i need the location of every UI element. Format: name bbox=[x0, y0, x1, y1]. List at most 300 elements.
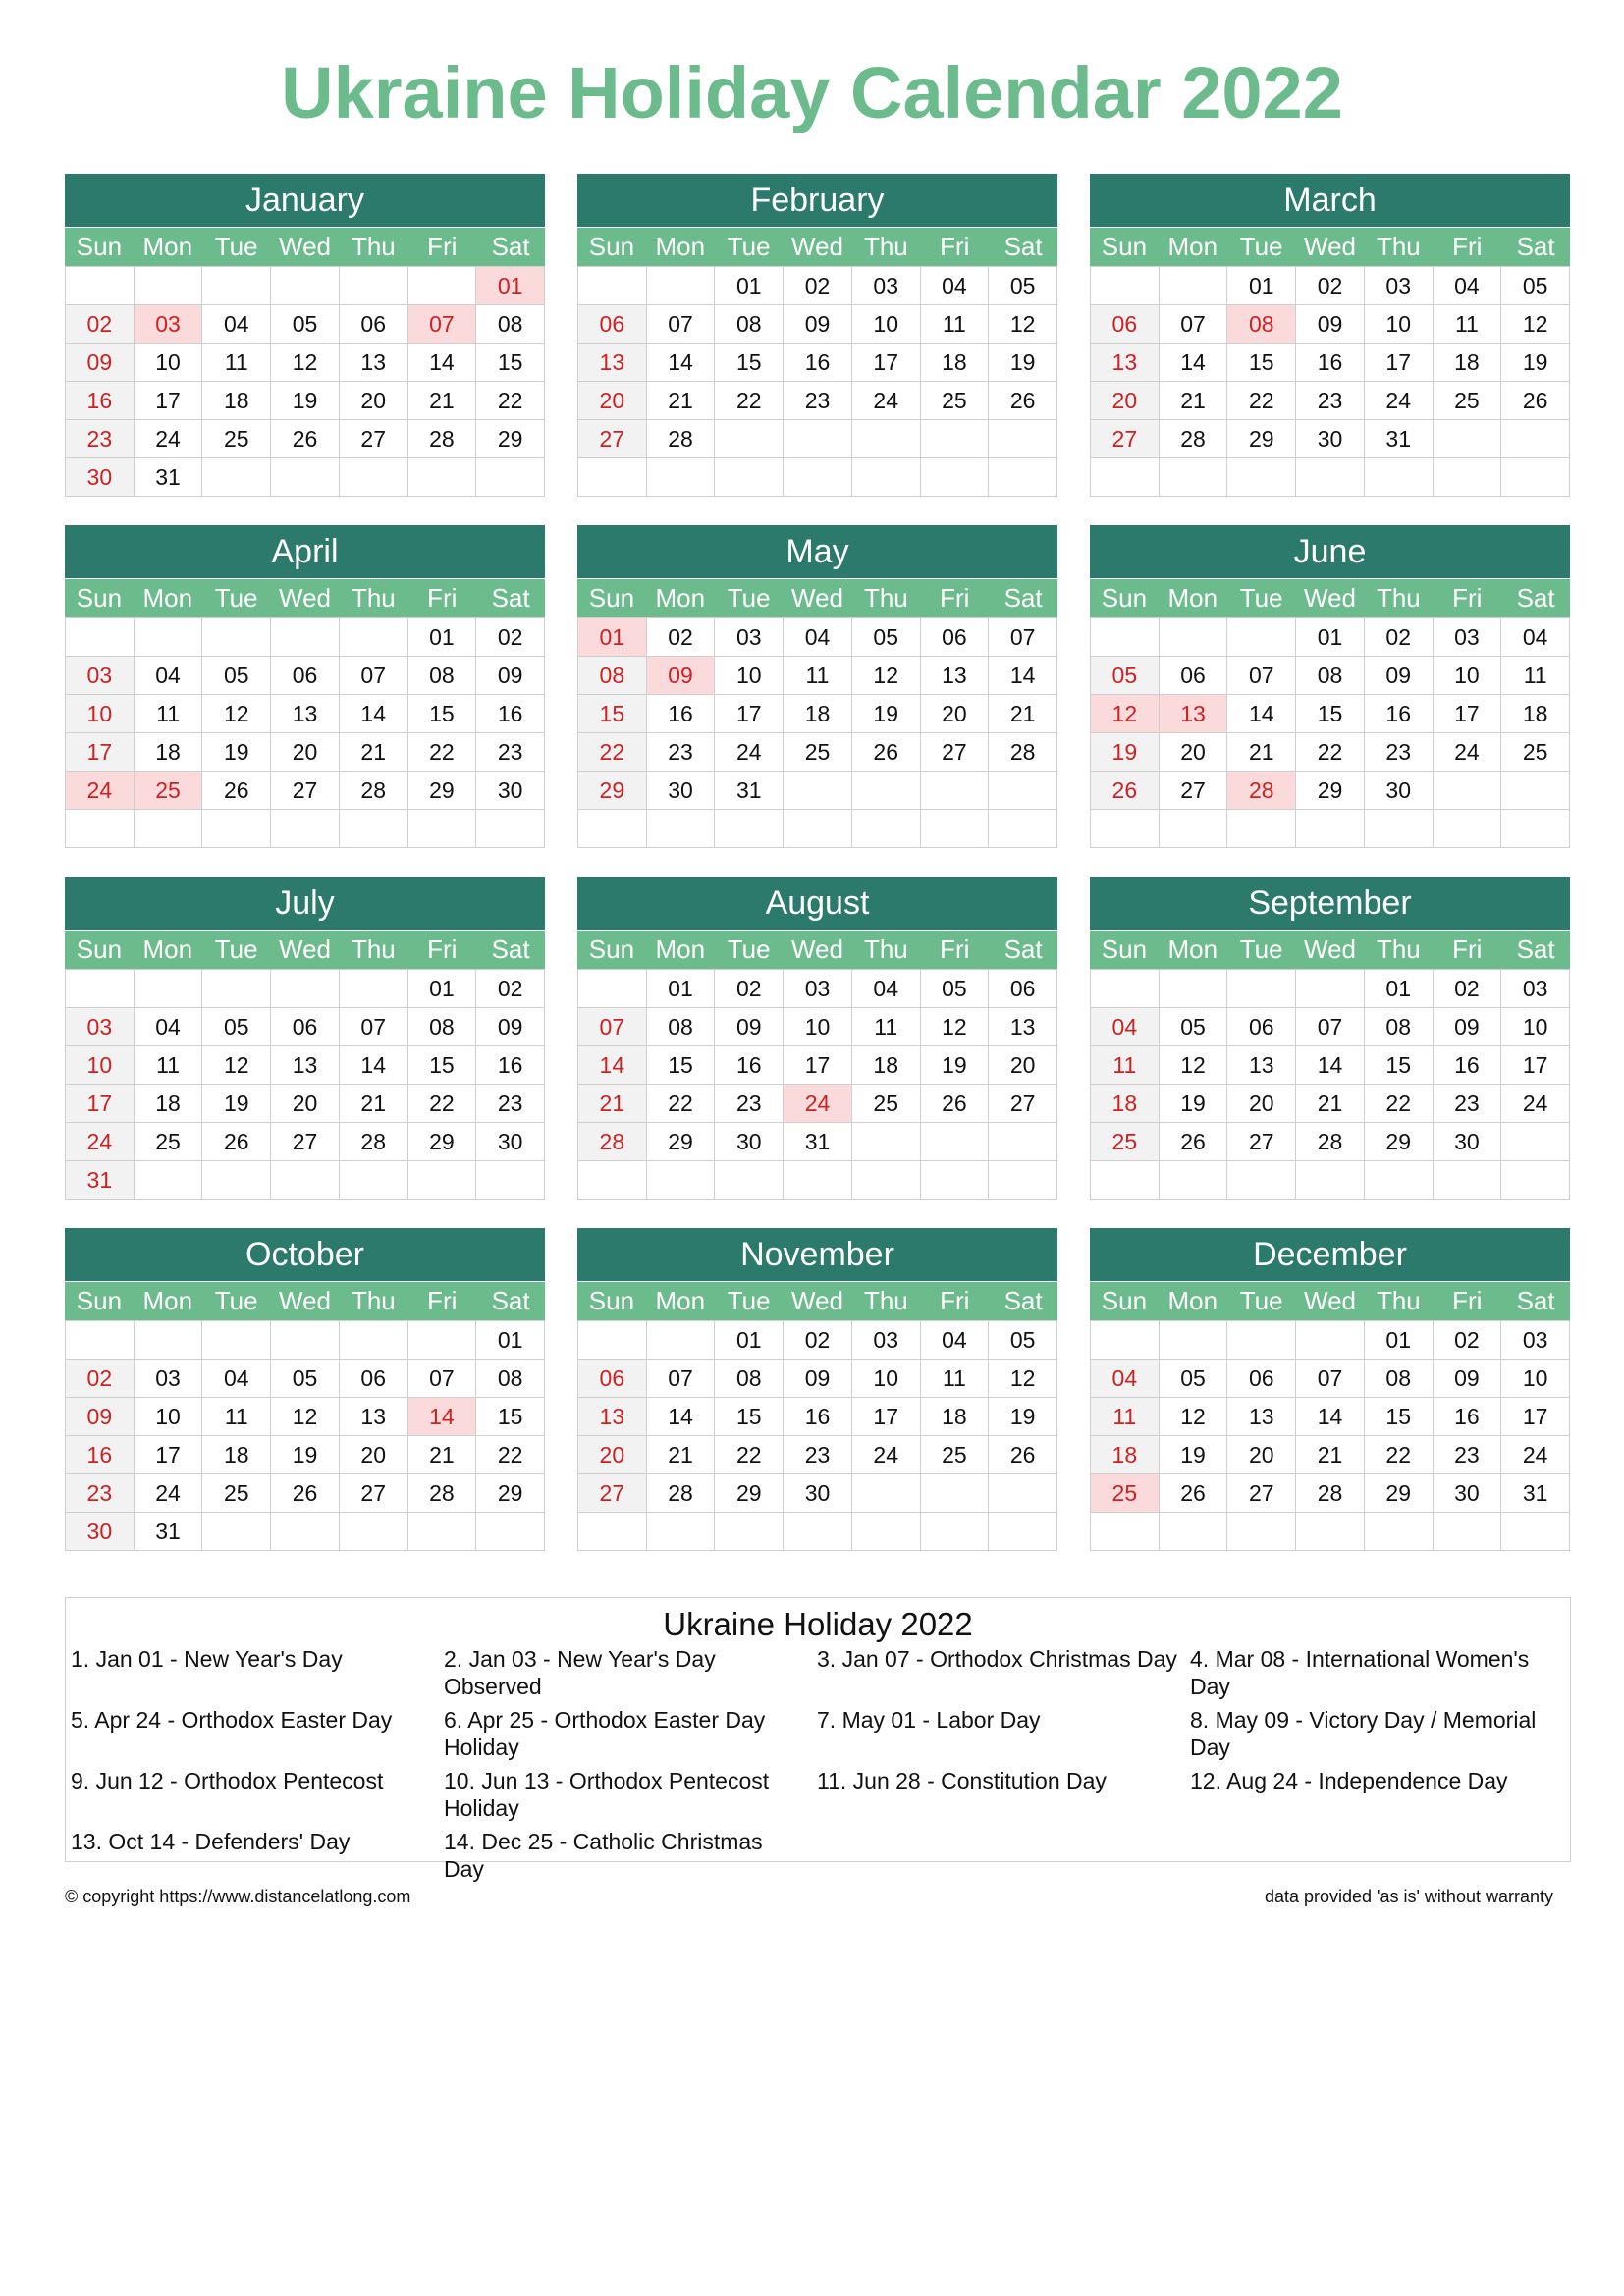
day-cell: 21 bbox=[340, 733, 408, 772]
day-cell: 11 bbox=[135, 695, 203, 733]
empty-day-cell bbox=[647, 458, 716, 497]
weekday-label: Tue bbox=[1227, 1282, 1296, 1320]
holiday-day-cell: 03 bbox=[135, 305, 203, 344]
day-cell: 03 bbox=[1365, 267, 1434, 305]
day-cell: 24 bbox=[715, 733, 784, 772]
day-cell: 15 bbox=[715, 1398, 784, 1436]
day-cell: 03 bbox=[135, 1360, 203, 1398]
day-cell: 13 bbox=[1227, 1398, 1296, 1436]
day-cell: 28 bbox=[1296, 1474, 1365, 1513]
holiday-item: 10. Jun 13 - Orthodox Pentecost Holiday bbox=[444, 1768, 770, 1821]
empty-day-cell bbox=[1501, 772, 1570, 810]
day-cell: 18 bbox=[921, 1398, 990, 1436]
empty-day-cell bbox=[921, 1123, 990, 1161]
day-cell: 11 bbox=[1434, 305, 1502, 344]
day-cell: 24 bbox=[1365, 382, 1434, 420]
day-cell: 30 bbox=[715, 1123, 784, 1161]
day-cell: 15 bbox=[578, 695, 647, 733]
holiday-list-title: Ukraine Holiday 2022 bbox=[663, 1606, 973, 1642]
day-cell: 14 bbox=[647, 1398, 716, 1436]
day-cell: 18 bbox=[1091, 1085, 1160, 1123]
holiday-item: 11. Jun 28 - Constitution Day bbox=[817, 1768, 1107, 1793]
weekday-label: Mon bbox=[134, 931, 202, 969]
day-cell: 08 bbox=[408, 1008, 477, 1046]
day-cell: 08 bbox=[715, 305, 784, 344]
day-grid bbox=[65, 1320, 545, 1551]
empty-day-cell bbox=[1227, 970, 1296, 1008]
month-header: December bbox=[1090, 1228, 1570, 1281]
day-cell: 15 bbox=[408, 1046, 477, 1085]
holiday-item: 8. May 09 - Victory Day / Memorial Day bbox=[1190, 1707, 1537, 1760]
empty-day-cell bbox=[1501, 1161, 1570, 1200]
empty-day-cell bbox=[66, 267, 135, 305]
day-cell: 23 bbox=[715, 1085, 784, 1123]
holiday-list-panel bbox=[65, 1597, 1571, 1882]
weekday-label: Sun bbox=[1090, 228, 1159, 266]
day-grid bbox=[1090, 969, 1570, 1200]
day-cell: 26 bbox=[989, 1436, 1057, 1474]
day-cell: 18 bbox=[1501, 695, 1570, 733]
empty-day-cell bbox=[852, 772, 921, 810]
day-cell: 30 bbox=[1365, 772, 1434, 810]
day-cell: 13 bbox=[1091, 344, 1160, 382]
day-cell: 09 bbox=[1365, 657, 1434, 695]
day-cell: 27 bbox=[1227, 1474, 1296, 1513]
day-cell: 30 bbox=[1434, 1123, 1502, 1161]
day-cell: 16 bbox=[1434, 1046, 1502, 1085]
weekday-label: Wed bbox=[271, 579, 340, 617]
weekday-label: Thu bbox=[851, 579, 920, 617]
day-cell: 11 bbox=[202, 344, 271, 382]
day-cell: 20 bbox=[1091, 382, 1160, 420]
empty-day-cell bbox=[921, 810, 990, 848]
weekday-header-row bbox=[1090, 1282, 1570, 1320]
day-cell: 21 bbox=[1160, 382, 1228, 420]
day-cell: 05 bbox=[1091, 657, 1160, 695]
empty-day-cell bbox=[921, 420, 990, 458]
day-cell: 10 bbox=[852, 305, 921, 344]
day-cell: 08 bbox=[647, 1008, 716, 1046]
month-december bbox=[1090, 1228, 1570, 1553]
day-cell: 24 bbox=[1434, 733, 1502, 772]
weekday-header-row bbox=[1090, 228, 1570, 266]
day-cell: 19 bbox=[271, 382, 340, 420]
weekday-header-row bbox=[577, 931, 1057, 969]
day-cell: 26 bbox=[852, 733, 921, 772]
holiday-day-cell: 07 bbox=[408, 305, 477, 344]
day-cell: 01 bbox=[1227, 267, 1296, 305]
holiday-item: 12. Aug 24 - Independence Day bbox=[1190, 1768, 1508, 1793]
day-cell: 01 bbox=[476, 1321, 545, 1360]
empty-day-cell bbox=[1501, 1123, 1570, 1161]
empty-day-cell bbox=[340, 267, 408, 305]
day-cell: 17 bbox=[66, 733, 135, 772]
empty-day-cell bbox=[271, 618, 340, 657]
empty-day-cell bbox=[476, 1513, 545, 1551]
day-cell: 27 bbox=[578, 1474, 647, 1513]
day-cell: 07 bbox=[1160, 305, 1228, 344]
weekday-label: Thu bbox=[851, 931, 920, 969]
day-cell: 26 bbox=[1091, 772, 1160, 810]
day-grid bbox=[1090, 1320, 1570, 1551]
day-cell: 14 bbox=[647, 344, 716, 382]
day-cell: 30 bbox=[66, 458, 135, 497]
weekday-label: Wed bbox=[784, 228, 852, 266]
day-cell: 02 bbox=[647, 618, 716, 657]
day-cell: 02 bbox=[1365, 618, 1434, 657]
day-grid bbox=[577, 617, 1057, 848]
day-cell: 18 bbox=[135, 733, 203, 772]
day-cell: 23 bbox=[784, 382, 852, 420]
day-cell: 01 bbox=[1365, 970, 1434, 1008]
empty-day-cell bbox=[476, 458, 545, 497]
month-header: May bbox=[577, 525, 1057, 578]
empty-day-cell bbox=[647, 267, 716, 305]
day-cell: 06 bbox=[989, 970, 1057, 1008]
day-cell: 14 bbox=[340, 695, 408, 733]
day-cell: 06 bbox=[1227, 1008, 1296, 1046]
day-cell: 21 bbox=[1227, 733, 1296, 772]
day-cell: 30 bbox=[1296, 420, 1365, 458]
holiday-item: 3. Jan 07 - Orthodox Christmas Day bbox=[817, 1646, 1177, 1672]
weekday-label: Wed bbox=[1296, 1282, 1365, 1320]
day-cell: 13 bbox=[578, 344, 647, 382]
empty-day-cell bbox=[921, 458, 990, 497]
weekday-label: Fri bbox=[407, 228, 476, 266]
day-cell: 18 bbox=[1434, 344, 1502, 382]
empty-day-cell bbox=[340, 970, 408, 1008]
empty-day-cell bbox=[1434, 420, 1502, 458]
holiday-day-cell: 25 bbox=[1091, 1474, 1160, 1513]
day-cell: 27 bbox=[1160, 772, 1228, 810]
month-header: November bbox=[577, 1228, 1057, 1281]
day-cell: 28 bbox=[1160, 420, 1228, 458]
weekday-label: Fri bbox=[920, 1282, 989, 1320]
holiday-item: 4. Mar 08 - International Women's Day bbox=[1190, 1646, 1530, 1699]
weekday-header-row bbox=[65, 1282, 545, 1320]
day-cell: 20 bbox=[1227, 1436, 1296, 1474]
day-cell: 07 bbox=[647, 1360, 716, 1398]
day-cell: 09 bbox=[715, 1008, 784, 1046]
weekday-label: Tue bbox=[715, 228, 784, 266]
weekday-header-row bbox=[1090, 579, 1570, 617]
month-header: October bbox=[65, 1228, 545, 1281]
day-cell: 16 bbox=[1296, 344, 1365, 382]
empty-day-cell bbox=[647, 1321, 716, 1360]
day-cell: 06 bbox=[578, 1360, 647, 1398]
empty-day-cell bbox=[202, 458, 271, 497]
empty-day-cell bbox=[202, 970, 271, 1008]
empty-day-cell bbox=[1296, 1321, 1365, 1360]
day-cell: 16 bbox=[66, 1436, 135, 1474]
day-cell: 02 bbox=[66, 305, 135, 344]
day-cell: 20 bbox=[1227, 1085, 1296, 1123]
copyright-text: © copyright https://www.distancelatlong.com bbox=[65, 1887, 411, 1906]
day-cell: 19 bbox=[989, 1398, 1057, 1436]
day-cell: 06 bbox=[271, 1008, 340, 1046]
weekday-label: Sun bbox=[577, 1282, 646, 1320]
empty-day-cell bbox=[784, 420, 852, 458]
day-cell: 22 bbox=[1365, 1085, 1434, 1123]
day-cell: 29 bbox=[1296, 772, 1365, 810]
weekday-label: Sat bbox=[989, 931, 1057, 969]
day-cell: 17 bbox=[135, 1436, 203, 1474]
month-header: March bbox=[1090, 174, 1570, 227]
empty-day-cell bbox=[715, 1513, 784, 1551]
day-cell: 21 bbox=[989, 695, 1057, 733]
weekday-label: Mon bbox=[646, 931, 715, 969]
month-august bbox=[577, 877, 1057, 1201]
day-cell: 15 bbox=[1365, 1398, 1434, 1436]
day-cell: 20 bbox=[340, 382, 408, 420]
day-cell: 01 bbox=[1365, 1321, 1434, 1360]
day-grid bbox=[577, 266, 1057, 497]
empty-day-cell bbox=[852, 1513, 921, 1551]
day-cell: 28 bbox=[647, 1474, 716, 1513]
day-cell: 22 bbox=[408, 1085, 477, 1123]
weekday-label: Sun bbox=[65, 1282, 134, 1320]
day-cell: 08 bbox=[476, 1360, 545, 1398]
empty-day-cell bbox=[715, 458, 784, 497]
day-cell: 25 bbox=[1091, 1123, 1160, 1161]
day-cell: 22 bbox=[1365, 1436, 1434, 1474]
day-cell: 11 bbox=[1091, 1398, 1160, 1436]
day-cell: 16 bbox=[784, 344, 852, 382]
weekday-label: Sat bbox=[1501, 1282, 1570, 1320]
day-cell: 28 bbox=[1296, 1123, 1365, 1161]
day-cell: 27 bbox=[271, 772, 340, 810]
empty-day-cell bbox=[271, 267, 340, 305]
empty-day-cell bbox=[921, 1474, 990, 1513]
day-cell: 09 bbox=[1296, 305, 1365, 344]
month-header: February bbox=[577, 174, 1057, 227]
empty-day-cell bbox=[784, 772, 852, 810]
day-cell: 01 bbox=[408, 618, 477, 657]
day-cell: 17 bbox=[135, 382, 203, 420]
day-cell: 24 bbox=[66, 1123, 135, 1161]
empty-day-cell bbox=[1501, 458, 1570, 497]
weekday-label: Sun bbox=[65, 931, 134, 969]
day-cell: 12 bbox=[989, 1360, 1057, 1398]
weekday-label: Sun bbox=[1090, 579, 1159, 617]
day-cell: 14 bbox=[1296, 1046, 1365, 1085]
day-cell: 19 bbox=[1160, 1436, 1228, 1474]
day-cell: 26 bbox=[271, 420, 340, 458]
weekday-label: Tue bbox=[715, 579, 784, 617]
empty-day-cell bbox=[1434, 1513, 1502, 1551]
day-cell: 02 bbox=[1434, 1321, 1502, 1360]
empty-day-cell bbox=[1160, 458, 1228, 497]
empty-day-cell bbox=[202, 1513, 271, 1551]
empty-day-cell bbox=[135, 1321, 203, 1360]
empty-day-cell bbox=[1365, 810, 1434, 848]
month-may bbox=[577, 525, 1057, 850]
empty-day-cell bbox=[989, 420, 1057, 458]
empty-day-cell bbox=[989, 1474, 1057, 1513]
day-cell: 02 bbox=[784, 267, 852, 305]
day-cell: 08 bbox=[476, 305, 545, 344]
month-march bbox=[1090, 174, 1570, 499]
empty-day-cell bbox=[1091, 810, 1160, 848]
weekday-label: Mon bbox=[134, 1282, 202, 1320]
day-cell: 03 bbox=[66, 1008, 135, 1046]
day-cell: 21 bbox=[647, 1436, 716, 1474]
day-cell: 01 bbox=[715, 267, 784, 305]
day-cell: 11 bbox=[202, 1398, 271, 1436]
day-cell: 02 bbox=[1434, 970, 1502, 1008]
day-cell: 02 bbox=[476, 618, 545, 657]
day-cell: 13 bbox=[989, 1008, 1057, 1046]
empty-day-cell bbox=[66, 810, 135, 848]
day-cell: 30 bbox=[784, 1474, 852, 1513]
holiday-list bbox=[66, 1642, 1570, 1883]
empty-day-cell bbox=[852, 458, 921, 497]
empty-day-cell bbox=[66, 970, 135, 1008]
day-cell: 17 bbox=[715, 695, 784, 733]
weekday-label: Fri bbox=[407, 1282, 476, 1320]
empty-day-cell bbox=[1365, 458, 1434, 497]
day-cell: 11 bbox=[921, 305, 990, 344]
day-cell: 20 bbox=[1160, 733, 1228, 772]
day-cell: 02 bbox=[784, 1321, 852, 1360]
weekday-label: Mon bbox=[1159, 228, 1227, 266]
day-cell: 10 bbox=[66, 695, 135, 733]
day-cell: 28 bbox=[408, 420, 477, 458]
day-cell: 30 bbox=[1434, 1474, 1502, 1513]
holiday-day-cell: 12 bbox=[1091, 695, 1160, 733]
day-cell: 30 bbox=[476, 772, 545, 810]
day-cell: 10 bbox=[715, 657, 784, 695]
day-cell: 26 bbox=[202, 772, 271, 810]
day-cell: 04 bbox=[852, 970, 921, 1008]
weekday-label: Sat bbox=[1501, 228, 1570, 266]
empty-day-cell bbox=[1227, 458, 1296, 497]
day-cell: 05 bbox=[921, 970, 990, 1008]
day-cell: 12 bbox=[852, 657, 921, 695]
weekday-label: Sat bbox=[476, 228, 545, 266]
weekday-label: Fri bbox=[1433, 228, 1501, 266]
day-cell: 08 bbox=[1365, 1008, 1434, 1046]
empty-day-cell bbox=[66, 618, 135, 657]
weekday-label: Mon bbox=[646, 579, 715, 617]
month-header: June bbox=[1090, 525, 1570, 578]
day-cell: 01 bbox=[1296, 618, 1365, 657]
day-cell: 28 bbox=[989, 733, 1057, 772]
day-cell: 25 bbox=[852, 1085, 921, 1123]
day-cell: 27 bbox=[340, 420, 408, 458]
day-cell: 05 bbox=[989, 267, 1057, 305]
day-cell: 24 bbox=[135, 1474, 203, 1513]
day-cell: 12 bbox=[1160, 1046, 1228, 1085]
day-cell: 27 bbox=[921, 733, 990, 772]
day-cell: 19 bbox=[1160, 1085, 1228, 1123]
holiday-day-cell: 01 bbox=[476, 267, 545, 305]
month-june bbox=[1090, 525, 1570, 850]
weekday-header-row bbox=[1090, 931, 1570, 969]
empty-day-cell bbox=[1227, 618, 1296, 657]
day-cell: 23 bbox=[66, 420, 135, 458]
day-cell: 10 bbox=[1365, 305, 1434, 344]
day-cell: 06 bbox=[340, 305, 408, 344]
empty-day-cell bbox=[989, 1161, 1057, 1200]
day-cell: 18 bbox=[1091, 1436, 1160, 1474]
day-cell: 03 bbox=[1501, 970, 1570, 1008]
day-cell: 26 bbox=[271, 1474, 340, 1513]
day-cell: 06 bbox=[1091, 305, 1160, 344]
empty-day-cell bbox=[1365, 1513, 1434, 1551]
holiday-item: 9. Jun 12 - Orthodox Pentecost bbox=[71, 1768, 384, 1793]
weekday-label: Sat bbox=[1501, 579, 1570, 617]
day-cell: 19 bbox=[1091, 733, 1160, 772]
empty-day-cell bbox=[1160, 1513, 1228, 1551]
empty-day-cell bbox=[647, 810, 716, 848]
empty-day-cell bbox=[135, 267, 203, 305]
day-cell: 29 bbox=[1227, 420, 1296, 458]
empty-day-cell bbox=[1227, 1161, 1296, 1200]
day-cell: 22 bbox=[715, 382, 784, 420]
day-cell: 09 bbox=[476, 657, 545, 695]
weekday-label: Sat bbox=[476, 579, 545, 617]
day-cell: 07 bbox=[1296, 1360, 1365, 1398]
day-cell: 17 bbox=[1501, 1398, 1570, 1436]
weekday-label: Sun bbox=[577, 931, 646, 969]
day-cell: 22 bbox=[476, 382, 545, 420]
day-cell: 22 bbox=[715, 1436, 784, 1474]
day-cell: 09 bbox=[1434, 1360, 1502, 1398]
weekday-label: Sat bbox=[1501, 931, 1570, 969]
day-cell: 07 bbox=[1296, 1008, 1365, 1046]
empty-day-cell bbox=[271, 1321, 340, 1360]
day-cell: 09 bbox=[476, 1008, 545, 1046]
empty-day-cell bbox=[784, 1513, 852, 1551]
day-cell: 05 bbox=[1160, 1008, 1228, 1046]
day-cell: 19 bbox=[852, 695, 921, 733]
empty-day-cell bbox=[921, 1513, 990, 1551]
day-cell: 09 bbox=[66, 1398, 135, 1436]
day-cell: 24 bbox=[1501, 1436, 1570, 1474]
empty-day-cell bbox=[408, 458, 477, 497]
day-cell: 16 bbox=[1434, 1398, 1502, 1436]
weekday-label: Thu bbox=[339, 1282, 407, 1320]
empty-day-cell bbox=[1227, 1321, 1296, 1360]
empty-day-cell bbox=[202, 1161, 271, 1200]
weekday-label: Mon bbox=[1159, 931, 1227, 969]
holiday-day-cell: 01 bbox=[578, 618, 647, 657]
day-cell: 04 bbox=[1091, 1360, 1160, 1398]
empty-day-cell bbox=[66, 1321, 135, 1360]
day-cell: 16 bbox=[476, 695, 545, 733]
weekday-label: Thu bbox=[339, 931, 407, 969]
day-cell: 21 bbox=[647, 382, 716, 420]
holiday-item: 6. Apr 25 - Orthodox Easter Day Holiday bbox=[444, 1707, 766, 1760]
holiday-day-cell: 08 bbox=[1227, 305, 1296, 344]
empty-day-cell bbox=[1091, 970, 1160, 1008]
day-cell: 08 bbox=[1365, 1360, 1434, 1398]
day-cell: 12 bbox=[271, 344, 340, 382]
empty-day-cell bbox=[989, 772, 1057, 810]
day-cell: 30 bbox=[647, 772, 716, 810]
month-september bbox=[1090, 877, 1570, 1201]
day-cell: 06 bbox=[1160, 657, 1228, 695]
empty-day-cell bbox=[271, 458, 340, 497]
empty-day-cell bbox=[578, 970, 647, 1008]
day-grid bbox=[1090, 617, 1570, 848]
empty-day-cell bbox=[784, 1161, 852, 1200]
day-cell: 10 bbox=[135, 1398, 203, 1436]
weekday-label: Sun bbox=[65, 228, 134, 266]
day-cell: 20 bbox=[989, 1046, 1057, 1085]
day-cell: 17 bbox=[66, 1085, 135, 1123]
